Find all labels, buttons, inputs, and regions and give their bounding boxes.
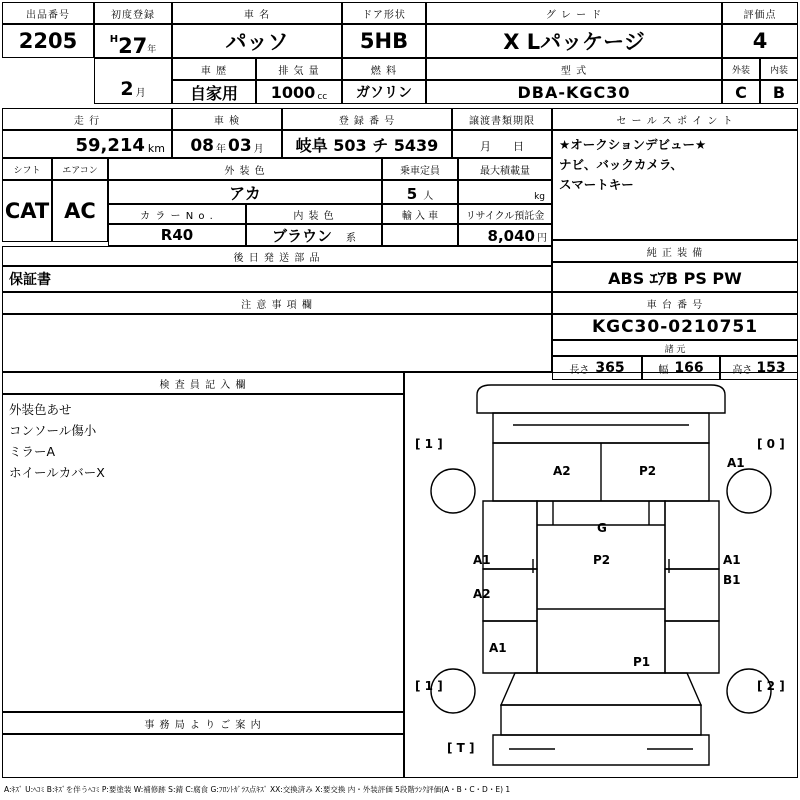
mark-bottom-bracket: [ T ] xyxy=(447,741,475,755)
seats-unit: 人 xyxy=(423,191,434,202)
mark-right-bottom-bracket: [ 2 ] xyxy=(757,679,785,693)
mark-front-right-fender: P2 xyxy=(639,464,657,478)
mark-left-bottom-bracket: [ 1 ] xyxy=(415,679,443,693)
mileage-number: 59,214 xyxy=(75,135,145,156)
mark-right-quarter: B1 xyxy=(723,573,741,587)
mark-roof-g: G xyxy=(597,521,607,535)
first-reg-value xyxy=(94,24,172,58)
height-value: 153 xyxy=(756,360,786,376)
office-notice-label: 事 務 局 よ り ご 案 内 xyxy=(2,712,404,734)
genuine-equip-label: 純 正 装 備 xyxy=(552,240,798,262)
first-reg-era: H xyxy=(109,34,119,45)
model-value: DBA-KGC30 xyxy=(426,80,722,104)
int-grade-value: B xyxy=(760,80,798,104)
shaken-month-unit: 月 xyxy=(253,144,264,155)
exhibit-no-label: 出品番号 xyxy=(2,2,94,24)
fuel-label: 燃 料 xyxy=(342,58,426,80)
door-value: 5HB xyxy=(342,24,426,58)
vehicle-diagram-panel xyxy=(404,372,798,778)
car-name-value: パッソ xyxy=(172,24,342,58)
height-label: 高さ xyxy=(732,364,753,376)
later-parts-label: 後 日 発 送 部 品 xyxy=(2,246,552,266)
inspector-body xyxy=(2,394,404,712)
aircon-label: エアコン xyxy=(52,158,108,180)
sales-point-line: ナビ、バックカメラ、 xyxy=(559,157,683,172)
office-notice-body xyxy=(2,734,404,778)
shift-value: CAT xyxy=(2,180,52,242)
first-reg-year-unit: 年 xyxy=(147,45,157,55)
mark-left-quarter: A1 xyxy=(489,641,507,655)
sales-point-line: スマートキー xyxy=(559,177,634,192)
later-parts-value: 保証書 xyxy=(2,266,552,292)
import-value xyxy=(382,224,458,246)
color-no-label: カ ラ ー N o . xyxy=(108,204,246,224)
int-color-value xyxy=(246,224,382,246)
sales-point-label: セ ー ル ス ポ イ ン ト xyxy=(552,108,798,130)
mark-right-rear-door: A1 xyxy=(723,553,741,567)
int-color-name: ブラウン xyxy=(271,226,332,245)
inspector-line: ホイールカバーX xyxy=(9,465,105,480)
chassis-value: KGC30-0210751 xyxy=(552,314,798,340)
mark-right-top-bracket: [ 0 ] xyxy=(757,437,785,451)
displacement-value xyxy=(256,80,342,104)
score-label: 評価点 xyxy=(722,2,798,24)
max-load-value xyxy=(458,180,552,204)
chassis-label: 車 台 番 号 xyxy=(552,292,798,314)
inspector-line: ミラーA xyxy=(9,444,56,459)
aircon-value: AC xyxy=(52,180,108,242)
max-load-unit: kg xyxy=(534,192,545,202)
first-reg-year: 27 xyxy=(118,34,148,58)
history-month-unit: 月 xyxy=(135,88,146,99)
shift-label: シフト xyxy=(2,158,52,180)
color-no-value: R40 xyxy=(108,224,246,246)
shaken-year-unit: 年 xyxy=(216,144,226,155)
sales-point-line: ★オークションデビュー★ xyxy=(559,137,707,152)
mark-left-rear-door: A2 xyxy=(473,587,491,601)
mark-left-front-door: A1 xyxy=(473,553,491,567)
import-label: 輸 入 車 xyxy=(382,204,458,224)
door-label: ドア形状 xyxy=(342,2,426,24)
inspector-line: 外装色あせ xyxy=(9,402,72,417)
score-value: 4 xyxy=(722,24,798,58)
ext-color-label: 外 装 色 xyxy=(108,158,382,180)
exhibit-no-value: 2205 xyxy=(2,24,94,58)
sales-point-body xyxy=(552,130,798,240)
int-color-label: 内 装 色 xyxy=(246,204,382,224)
notes-body xyxy=(2,314,552,372)
int-color-suffix: 系 xyxy=(346,233,356,244)
transfer-month-unit: 月 xyxy=(480,140,491,153)
legend-text: A:ｷｽﾞ U:ﾍｺﾐ B:ｷｽﾞを伴うﾍｺﾐ P:要塗装 W:補修跡 S:錆 C:腐食 G:ﾌﾛﾝﾄｶﾞﾗｽ点ｷｽﾞ XX:交換済み X:要交換 内・外装評価 5段階ﾗﾝｸ評価(A・B・C・D・E) 1 xyxy=(4,784,511,794)
shaken-value xyxy=(172,130,282,158)
shomoto-label: 諸 元 xyxy=(552,340,798,356)
recycle-label: リサイクル預託金 xyxy=(458,204,552,224)
history-value: 自家用 xyxy=(172,80,256,104)
grade-label: グ レ ー ド xyxy=(426,2,722,24)
car-name-label: 車 名 xyxy=(172,2,342,24)
mark-right-front-fender-outer: A1 xyxy=(727,456,745,470)
model-label: 型 式 xyxy=(426,58,722,80)
grade-value: X Lパッケージ xyxy=(426,24,722,58)
length-value: 365 xyxy=(595,360,625,376)
recycle-number: 8,040 xyxy=(487,226,535,245)
inspector-label: 検 査 員 記 入 欄 xyxy=(2,372,404,394)
registration-no-value: 岐阜 503 チ 5439 xyxy=(282,130,452,158)
history-month-value: 2 xyxy=(120,78,134,100)
seats-number: 5 xyxy=(406,184,418,203)
shaken-year: 08 xyxy=(190,136,214,156)
ext-color-value: アカ xyxy=(108,180,382,204)
mark-center-p2: P2 xyxy=(593,553,611,567)
fuel-value: ガソリン xyxy=(342,80,426,104)
seats-label: 乗車定員 xyxy=(382,158,458,180)
mileage-unit: km xyxy=(147,142,165,155)
transfer-day-unit: 日 xyxy=(513,140,524,153)
int-grade-label: 内装 xyxy=(760,58,798,80)
mark-left-top-bracket: [ 1 ] xyxy=(415,437,443,451)
first-reg-label: 初度登録 xyxy=(94,2,172,24)
mark-front-left-fender: A2 xyxy=(553,464,571,478)
genuine-equip-value: ABS ｴｱB PS PW xyxy=(552,262,798,292)
mark-rear-panel: P1 xyxy=(633,655,651,669)
ext-grade-value: C xyxy=(722,80,760,104)
length-label: 長さ xyxy=(569,364,590,376)
recycle-unit: 円 xyxy=(537,233,547,244)
transfer-deadline-label: 譲渡書類期限 xyxy=(452,108,552,130)
history-label: 車 歴 xyxy=(172,58,256,80)
mileage-label: 走 行 xyxy=(2,108,172,130)
width-value: 166 xyxy=(674,360,704,376)
shaken-label: 車 検 xyxy=(172,108,282,130)
max-load-label: 最大積載量 xyxy=(458,158,552,180)
displacement-number: 1000 xyxy=(270,83,316,103)
mileage-value xyxy=(2,130,172,158)
shaken-month: 03 xyxy=(228,136,252,156)
seats-value xyxy=(382,180,458,204)
history-month xyxy=(94,58,172,104)
width-label: 幅 xyxy=(658,364,669,376)
ext-grade-label: 外装 xyxy=(722,58,760,80)
displacement-unit: cc xyxy=(317,92,328,102)
displacement-label: 排 気 量 xyxy=(256,58,342,80)
recycle-value xyxy=(458,224,552,246)
registration-no-label: 登 録 番 号 xyxy=(282,108,452,130)
transfer-deadline-value xyxy=(452,130,552,158)
inspector-line: コンソール傷小 xyxy=(9,423,97,438)
notes-label: 注 意 事 項 欄 xyxy=(2,292,552,314)
